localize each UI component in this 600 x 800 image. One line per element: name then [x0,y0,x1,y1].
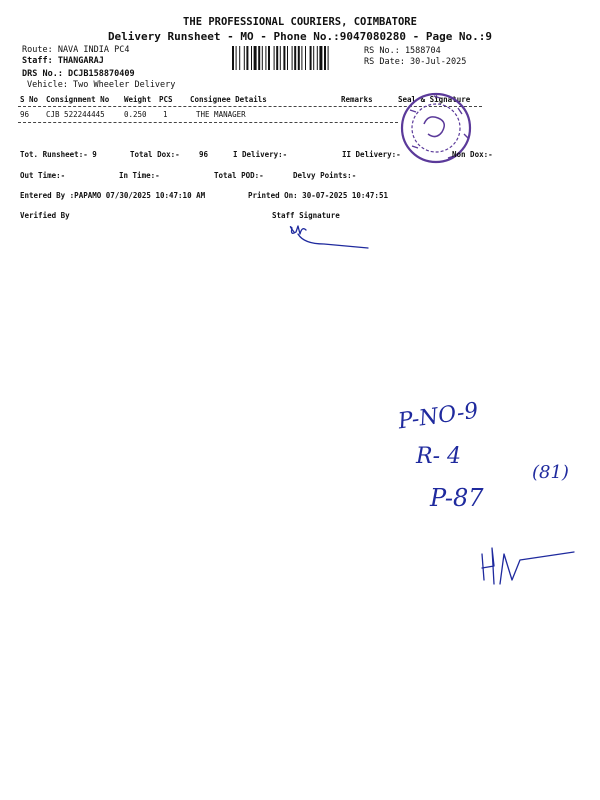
row-pcs: 1 [163,110,168,119]
row-consignment: CJB 522244445 [46,110,105,119]
in-time: In Time:- [119,171,160,180]
tot-runsheet: Tot. Runsheet:- 9 [20,150,97,159]
row-consignee: THE MANAGER [196,110,246,119]
verified-by: Verified By [20,211,70,220]
delvy-points: Delvy Points:- [293,171,357,180]
col-consignment: Consignment No [46,95,110,104]
row-divider [18,122,398,123]
out-time: Out Time:- [20,171,66,180]
handwritten-page-no: P-NO-9 [396,398,480,435]
runsheet-subtitle: Delivery Runsheet - MO - Phone No.:9047080280 - Page No.:9 [107,30,493,43]
vehicle-label: Vehicle: Two Wheeler Delivery [27,80,176,90]
non-dox: Non Dox:- [452,150,493,159]
rs-date: RS Date: 30-Jul-2025 [364,57,467,67]
printed-on: Printed On: 30-07-2025 10:47:51 [248,191,388,200]
col-consignee: Consignee Details [190,95,267,104]
handwritten-signature [470,540,580,588]
ii-delivery: II Delivery:- [342,150,401,159]
i-delivery: I Delivery:- [233,150,288,159]
total-dox-value: 96 [199,150,209,159]
row-weight: 0.250 [124,110,147,119]
entered-by: Entered By :PAPAMO 07/30/2025 10:47:10 AM [20,191,206,200]
company-title: THE PROFESSIONAL COURIERS, COIMBATORE [183,16,417,28]
col-remarks: Remarks [341,95,373,104]
route-label: Route: NAVA INDIA PC4 [22,45,130,55]
handwritten-r: R- 4 [416,444,461,469]
col-weight: Weight [124,95,152,104]
row-sno: 96 [20,110,30,119]
staff-signature-label: Staff Signature [272,211,340,220]
staff-signature [284,220,374,254]
handwritten-p: P-87 [430,484,484,512]
rs-number: RS No.: 1588704 [364,46,441,56]
col-seal: Seal & Signature [398,95,471,104]
col-pcs: PCS [159,95,173,104]
drs-number: DRS No.: DCJB158870409 [22,69,135,79]
barcode [232,46,358,70]
staff-label: Staff: THANGARAJ [22,56,104,66]
total-pod: Total POD:- [214,171,264,180]
total-dox: Total Dox:- [130,150,180,159]
handwritten-note: (81) [532,462,569,483]
col-sno: S No [20,95,39,104]
